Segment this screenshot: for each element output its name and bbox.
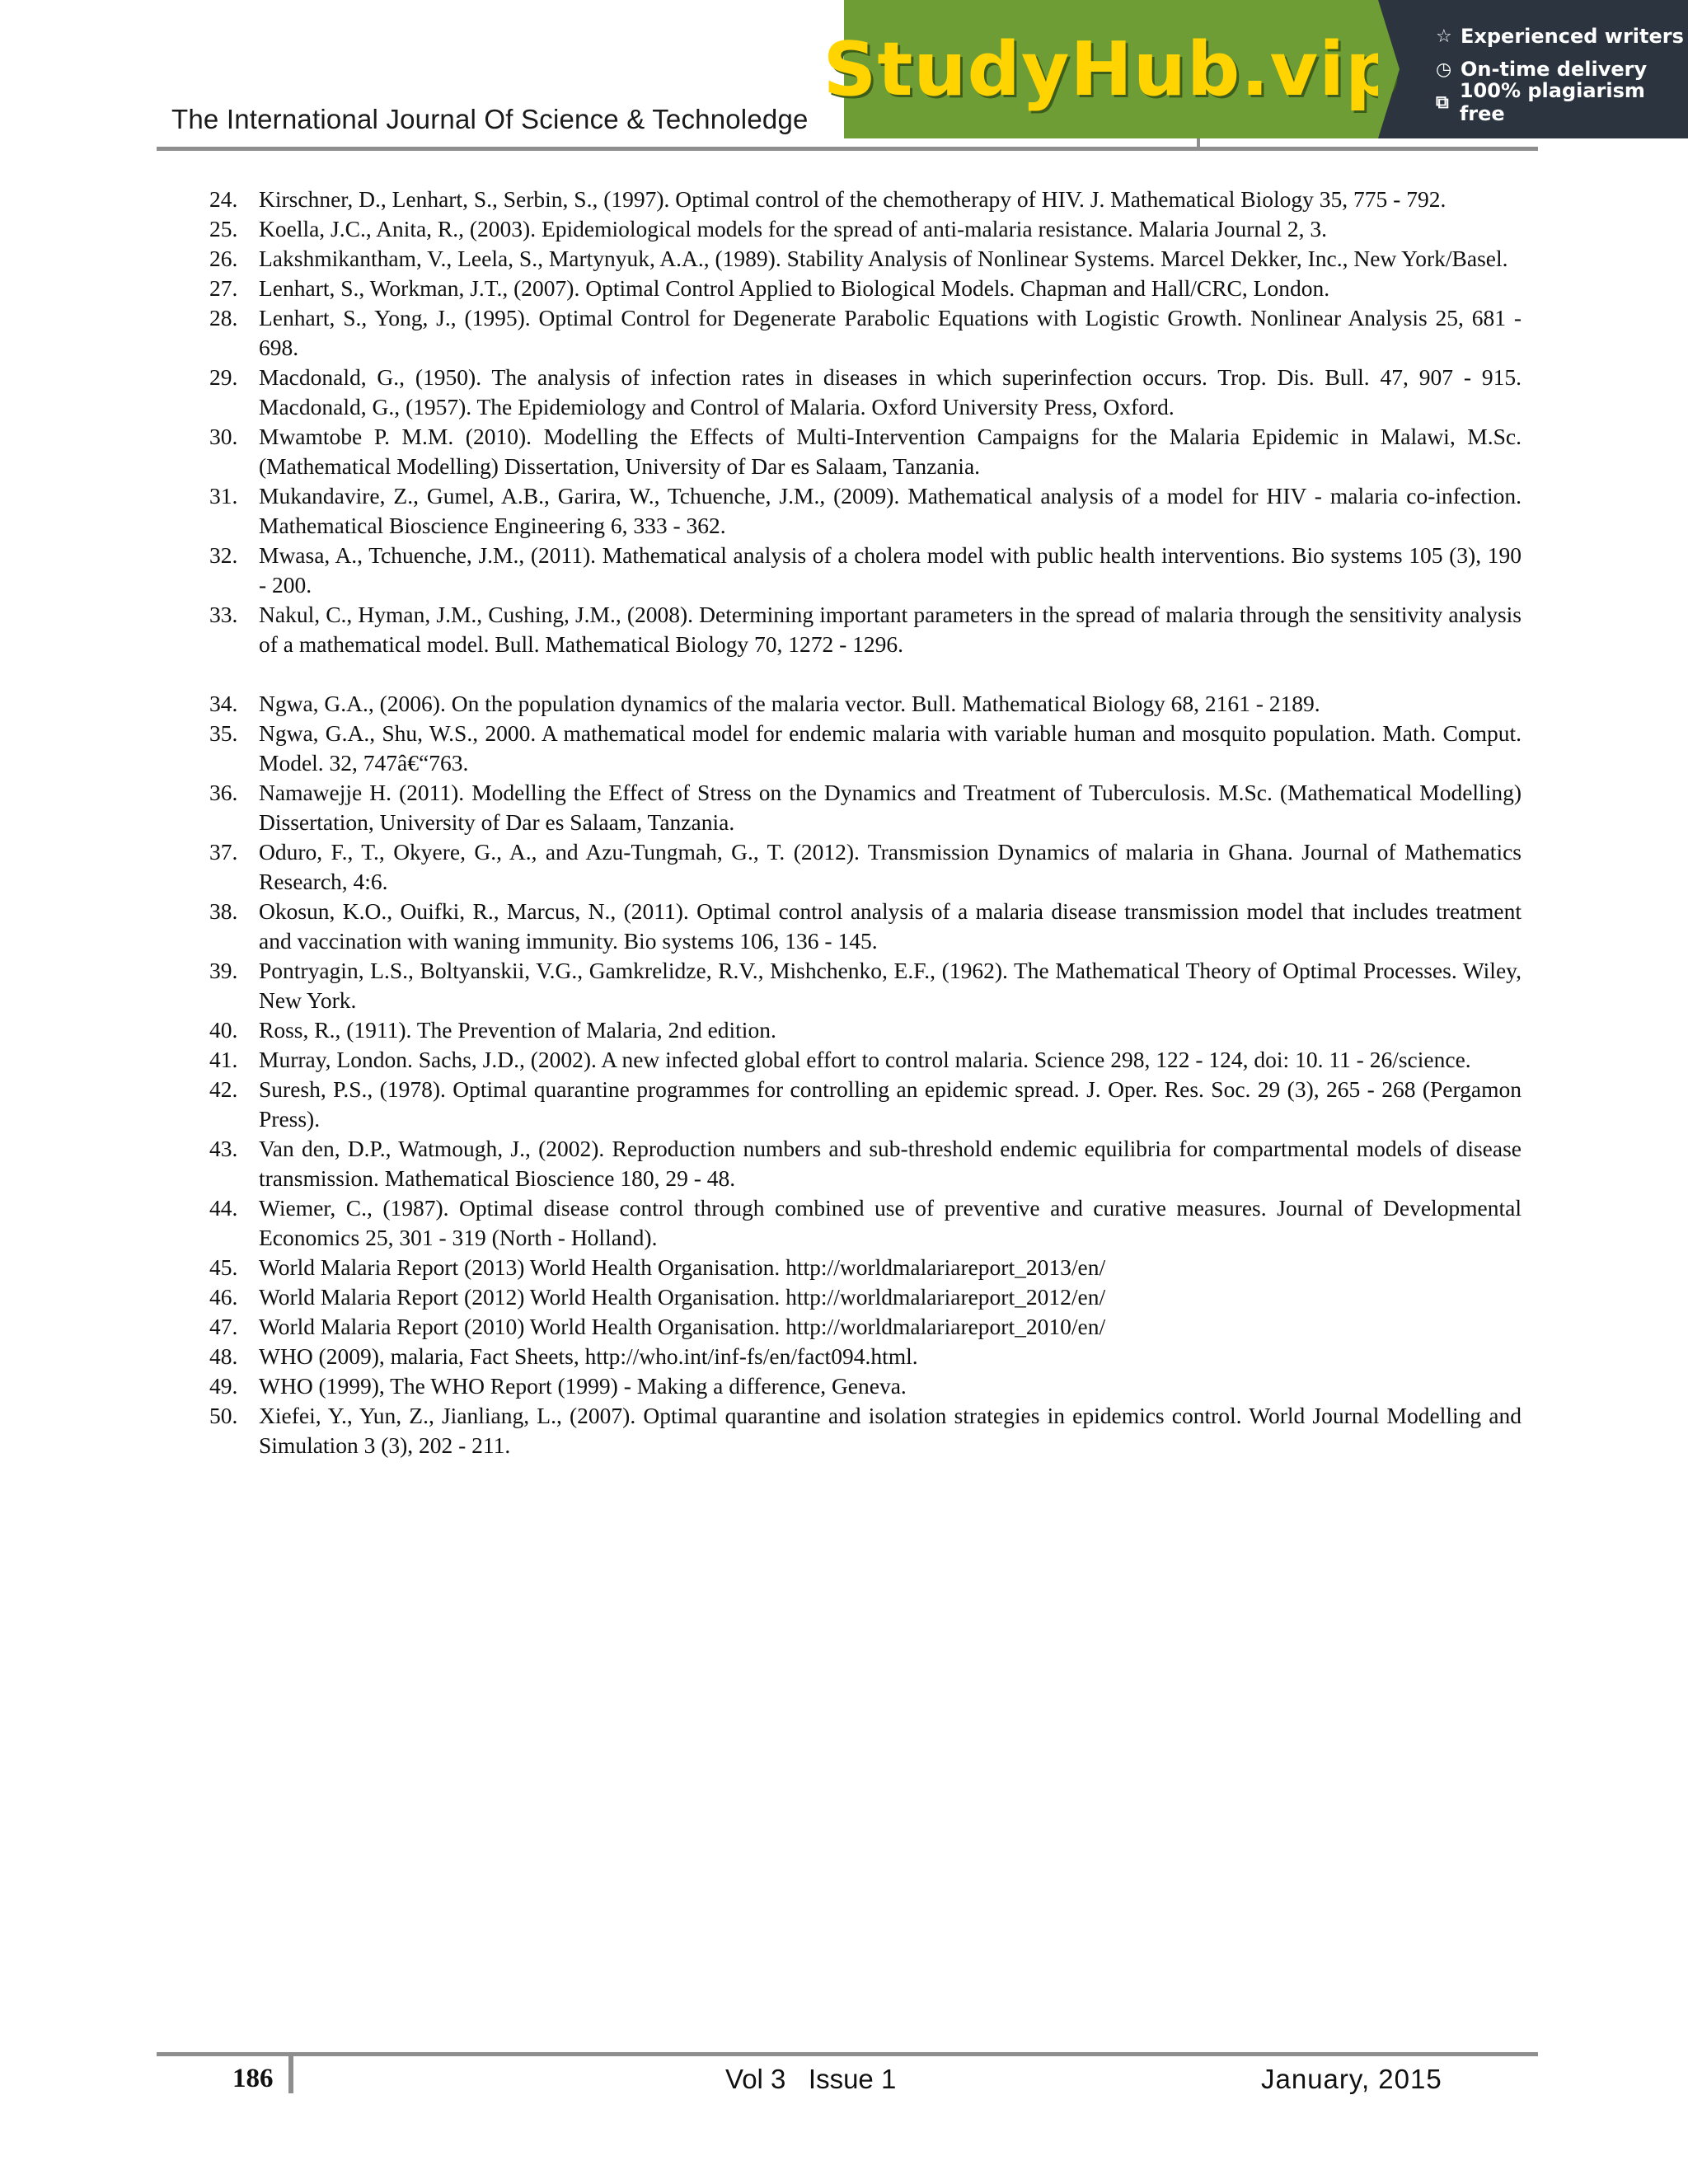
reference-text: Macdonald, G., (1950). The analysis of infection rates in diseases in which superinfection occurs. Trop. Dis. Bull. 47, 907 - 915. Macdonald, G., (1957). The Epidemiology and Control of Malaria. Oxford University Press, Oxford. xyxy=(259,364,1522,419)
volume-issue: Vol 3 Issue 1 xyxy=(725,2064,897,2094)
reference-item xyxy=(209,1312,1522,1342)
reference-text: Xiefei, Y., Yun, Z., Jianliang, L., (2007). Optimal quarantine and isolation strategies in epidemics control. World Journal Modelling and Simulation 3 (3), 202 - 211. xyxy=(259,1403,1522,1458)
reference-text: Mwasa, A., Tchuenche, J.M., (2011). Mathematical analysis of a cholera model with public health interventions. Bio systems 105 (3), 190 - 200. xyxy=(259,542,1522,598)
banner-feature-label: Experienced writers xyxy=(1461,25,1684,48)
reference-text: Ngwa, G.A., (2006). On the population dynamics of the malaria vector. Bull. Mathematical Biology 68, 2161 - 2189. xyxy=(259,691,1320,716)
reference-item xyxy=(209,1045,1522,1075)
page-number: 186 xyxy=(232,2064,274,2093)
clock-icon: ◷ xyxy=(1436,59,1452,80)
issue-date: January, 2015 xyxy=(1261,2064,1442,2094)
reference-item xyxy=(209,897,1522,956)
star-icon: ☆ xyxy=(1436,26,1452,47)
reference-text: Pontryagin, L.S., Boltyanskii, V.G., Gamkrelidze, R.V., Mishchenko, E.F., (1962). The Mathematical Theory of Optimal Processes. Wiley, New York. xyxy=(259,958,1522,1013)
reference-item xyxy=(209,719,1522,778)
reference-item xyxy=(209,303,1522,363)
reference-number: 40. xyxy=(209,1017,238,1043)
reference-item xyxy=(209,185,1522,214)
reference-text: Nakul, C., Hyman, J.M., Cushing, J.M., (2008). Determining important parameters in the spread of malaria through the sensitivity analysis of a mathematical model. Bull. Mathematical Biology 70, 1272 - 1296. xyxy=(259,602,1522,657)
reference-text: Ngwa, G.A., Shu, W.S., 2000. A mathematical model for endemic malaria with variable human and mosquito population. Math. Comput. Model. 32, 747â€“763. xyxy=(259,720,1522,776)
reference-item xyxy=(209,1015,1522,1045)
reference-item xyxy=(209,422,1522,481)
reference-text: Lakshmikantham, V., Leela, S., Martynyuk, A.A., (1989). Stability Analysis of Nonlinear Systems. Marcel Dekker, Inc., New York/Basel. xyxy=(259,246,1508,271)
reference-number: 31. xyxy=(209,483,238,509)
reference-text: Okosun, K.O., Ouifki, R., Marcus, N., (2011). Optimal control analysis of a malaria disease transmission model that includes treatment and vaccination with waning immunity. Bio systems 106, 136 - 145. xyxy=(259,898,1522,954)
reference-text: Mwamtobe P. M.M. (2010). Modelling the Effects of Multi-Intervention Campaigns for the Malaria Epidemic in Malawi, M.Sc. (Mathematical Modelling) Dissertation, University of Dar es Salaam, Tanzania. xyxy=(259,424,1522,479)
banner-feature-label: 100% plagiarism free xyxy=(1459,79,1645,125)
reference-item xyxy=(209,274,1522,303)
reference-item xyxy=(209,214,1522,244)
reference-list xyxy=(209,185,1522,1460)
reference-number: 33. xyxy=(209,602,238,627)
reference-text: Namawejje H. (2011). Modelling the Effect of Stress on the Dynamics and Treatment of Tuberculosis. M.Sc. (Mathematical Modelling) Dissertation, University of Dar es Salaam, Tanzania. xyxy=(259,780,1522,835)
reference-item xyxy=(209,1342,1522,1371)
reference-item xyxy=(209,689,1522,719)
reference-text: WHO (1999), The WHO Report (1999) - Making a difference, Geneva. xyxy=(259,1373,907,1399)
reference-number: 41. xyxy=(209,1047,238,1072)
reference-text: Lenhart, S., Workman, J.T., (2007). Optimal Control Applied to Biological Models. Chapman and Hall/CRC, London. xyxy=(259,275,1330,301)
reference-text: Suresh, P.S., (1978). Optimal quarantine programmes for controlling an epidemic spread. J. Oper. Res. Soc. 29 (3), 265 - 268 (Pergamon Press). xyxy=(259,1076,1522,1132)
reference-item xyxy=(209,778,1522,837)
reference-text: Van den, D.P., Watmough, J., (2002). Reproduction numbers and sub-threshold endemic equilibria for compartmental models of disease transmission. Mathematical Bioscience 180, 29 - 48. xyxy=(259,1136,1522,1191)
reference-number: 44. xyxy=(209,1195,238,1221)
reference-number: 25. xyxy=(209,216,238,241)
reference-text: Oduro, F., T., Okyere, G., A., and Azu-Tungmah, G., T. (2012). Transmission Dynamics of malaria in Ghana. Journal of Mathematics Research, 4:6. xyxy=(259,839,1522,894)
reference-number: 38. xyxy=(209,898,238,924)
reference-item xyxy=(209,1075,1522,1134)
reference-item xyxy=(209,244,1522,274)
reference-number: 26. xyxy=(209,246,238,271)
reference-item xyxy=(209,1371,1522,1401)
reference-number: 48. xyxy=(209,1343,238,1369)
reference-number: 45. xyxy=(209,1254,238,1280)
reference-number: 46. xyxy=(209,1284,238,1310)
reference-text: Koella, J.C., Anita, R., (2003). Epidemiological models for the spread of anti-malaria resistance. Malaria Journal 2, 3. xyxy=(259,216,1327,241)
reference-number: 43. xyxy=(209,1136,238,1161)
reference-item xyxy=(209,541,1522,600)
reference-number: 30. xyxy=(209,424,238,449)
reference-text: WHO (2009), malaria, Fact Sheets, http://who.int/inf-fs/en/fact094.html. xyxy=(259,1343,918,1369)
reference-text: Mukandavire, Z., Gumel, A.B., Garira, W., Tchuenche, J.M., (2009). Mathematical analysis of a model for HIV - malaria co-infection. Mathematical Bioscience Engineering 6, 333 - 362. xyxy=(259,483,1522,538)
reference-number: 50. xyxy=(209,1403,238,1428)
studyhub-logo[interactable]: StudyHub.vip xyxy=(823,26,1400,113)
reference-number: 27. xyxy=(209,275,238,301)
reference-text: Lenhart, S., Yong, J., (1995). Optimal Control for Degenerate Parabolic Equations with Logistic Growth. Nonlinear Analysis 25, 681 - 698. xyxy=(259,305,1522,360)
reference-text: World Malaria Report (2012) World Health Organisation. http://worldmalariareport_2012/en/ xyxy=(259,1284,1106,1310)
reference-item xyxy=(209,1193,1522,1253)
reference-item xyxy=(209,363,1522,422)
copy-icon: ⧉ xyxy=(1436,91,1449,113)
reference-number: 42. xyxy=(209,1076,238,1102)
reference-number: 34. xyxy=(209,691,238,716)
reference-text: World Malaria Report (2010) World Health Organisation. http://worldmalariareport_2010/en/ xyxy=(259,1314,1106,1339)
reference-number: 39. xyxy=(209,958,238,983)
reference-number: 36. xyxy=(209,780,238,805)
reference-number: 28. xyxy=(209,305,238,330)
reference-number: 35. xyxy=(209,720,238,746)
reference-number: 29. xyxy=(209,364,238,390)
reference-item xyxy=(209,481,1522,541)
reference-item xyxy=(209,600,1522,659)
banner-logo-panel[interactable] xyxy=(823,0,1400,138)
banner-features xyxy=(1378,0,1688,138)
reference-number: 24. xyxy=(209,186,238,212)
footer-rule xyxy=(157,2052,1538,2056)
reference-item xyxy=(209,1253,1522,1282)
reference-text: Kirschner, D., Lenhart, S., Serbin, S., (1997). Optimal control of the chemotherapy of HIV. J. Mathematical Biology 35, 775 - 792. xyxy=(259,186,1447,212)
reference-text: Murray, London. Sachs, J.D., (2002). A new infected global effort to control malaria. Science 298, 122 - 124, doi: 10. 11 - 26/science. xyxy=(259,1047,1471,1072)
header-rule xyxy=(157,147,1538,151)
banner-feature xyxy=(1436,79,1688,125)
banner-feature-label: On-time delivery xyxy=(1461,58,1648,81)
reference-item xyxy=(209,1401,1522,1460)
studyhub-banner[interactable] xyxy=(823,0,1688,138)
banner-feature xyxy=(1436,20,1688,53)
reference-item xyxy=(209,956,1522,1015)
footer-tick xyxy=(288,2055,293,2093)
journal-title: The International Journal Of Science & Technoledge xyxy=(171,104,809,134)
reference-text: World Malaria Report (2013) World Health Organisation. http://worldmalariareport_2013/en/ xyxy=(259,1254,1106,1280)
reference-number: 47. xyxy=(209,1314,238,1339)
reference-item xyxy=(209,837,1522,897)
reference-text: Ross, R., (1911). The Prevention of Malaria, 2nd edition. xyxy=(259,1017,776,1043)
reference-number: 49. xyxy=(209,1373,238,1399)
reference-text: Wiemer, C., (1987). Optimal disease control through combined use of preventive and curative measures. Journal of Developmental Economics 25, 301 - 319 (North - Holland). xyxy=(259,1195,1522,1250)
reference-item xyxy=(209,1282,1522,1312)
reference-number: 32. xyxy=(209,542,238,568)
reference-item xyxy=(209,1134,1522,1193)
reference-number: 37. xyxy=(209,839,238,865)
